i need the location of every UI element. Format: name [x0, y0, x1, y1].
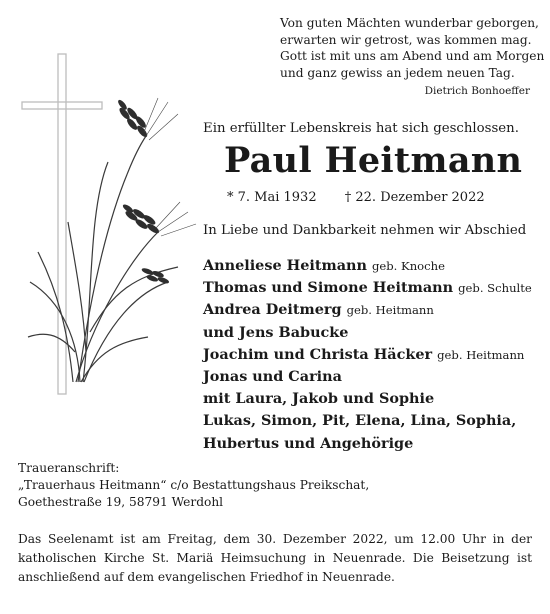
mourner-entry — [203, 277, 548, 299]
mourner-entry — [203, 388, 548, 410]
mourner-name: und Jens Babucke — [203, 323, 349, 341]
mourner-entry — [203, 344, 548, 366]
maiden-name: geb. Knoche — [371, 259, 445, 273]
wheat-icon — [28, 136, 178, 382]
maiden-name: geb. Heitmann — [346, 303, 434, 318]
birth-date: * 7. Mai 1932 — [227, 190, 317, 205]
funeral-notice: Das Seelenamt ist am Freitag, dem 30. Dezember 2022, um 12.00 Uhr in der katholischen Kirche St. Mariä Heimsuchung in Neuenrade. Die Beisetzung ist anschließend auf dem evangelischen Friedhof in Neuenrade. — [18, 532, 532, 584]
mourner-entry — [203, 299, 548, 321]
mourner-name: Thomas und Simone Heitmann — [203, 279, 454, 297]
poem-line: Von guten Mächten wunderbar geborgen, — [280, 16, 539, 30]
life-dates — [227, 190, 485, 205]
cross-and-wheat-illustration — [18, 52, 218, 397]
condolence-address — [18, 460, 369, 511]
farewell-text: In Liebe und Dankbarkeit nehmen wir Abschied — [203, 223, 527, 238]
mourner-entry — [203, 255, 548, 277]
mourner-entry — [203, 410, 548, 432]
mourner-entry — [203, 366, 548, 388]
mourner-name: Anneliese Heitmann — [203, 257, 367, 274]
address-line: Goethestraße 19, 58791 Werdohl — [18, 495, 224, 509]
poem-block — [280, 15, 545, 100]
address-heading: Traueranschrift: — [18, 461, 120, 475]
poem-line: erwarten wir getrost, was kommen mag. — [280, 32, 532, 47]
death-date: † 22. Dezember 2022 — [344, 190, 485, 205]
mourner-name: mit Laura, Jakob und Sophie — [203, 390, 435, 408]
poem-line: und ganz gewiss an jedem neuen Tag. — [280, 65, 515, 80]
mourner-name: Joachim und Christa Häcker — [203, 345, 433, 363]
maiden-name: geb. Heitmann — [437, 347, 525, 362]
mourner-name: Lukas, Simon, Pit, Elena, Lina, Sophia, — [203, 412, 517, 430]
intro-text: Ein erfüllter Lebenskreis hat sich geschlossen. — [203, 121, 519, 136]
mourner-entry — [203, 322, 548, 344]
mourner-list — [203, 255, 548, 455]
mourner-name: Andrea Deitmerg — [203, 301, 342, 319]
deceased-name: Paul Heitmann — [224, 140, 523, 181]
mourner-entry — [203, 433, 548, 455]
poem-author: Dietrich Bonhoeffer — [424, 85, 530, 97]
maiden-name: geb. Schulte — [458, 281, 532, 296]
mourner-name: Hubertus und Angehörige — [203, 434, 414, 452]
poem-line: Gott ist mit uns am Abend und am Morgen — [280, 49, 545, 63]
address-line: „Trauerhaus Heitmann“ c/o Bestattungshaus Preikschat, — [18, 478, 370, 492]
mourner-name: Jonas und Carina — [203, 368, 342, 386]
